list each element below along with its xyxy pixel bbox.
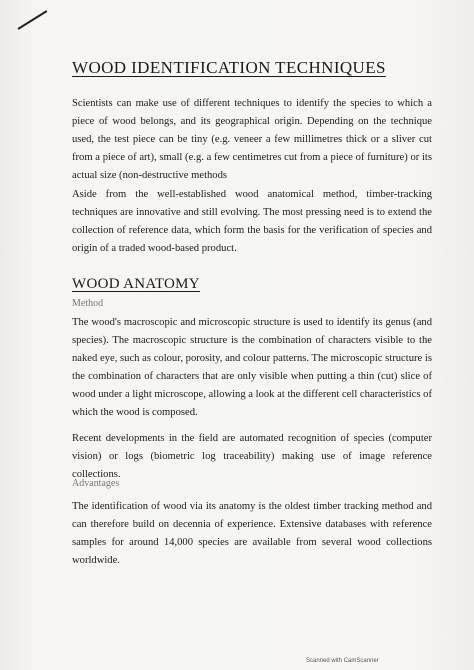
page-title: WOOD IDENTIFICATION TECHNIQUES [72, 58, 386, 77]
recent-developments-paragraph: Recent developments in the field are automated recognition of species (computer vision) or logs (biometric log traceability) making use of image reference collections. [72, 433, 432, 480]
pen-stroke-mark [17, 10, 47, 30]
advantages-label: Advantages [72, 478, 120, 489]
method-label: Method [72, 298, 104, 309]
intro-paragraph: Scientists can make use of different techniques to identify the species to which a piece of wood belongs, and its geographical origin. Depending on the technique used, the test piece can be tiny (e.g. veneer a few millimetres thick or a sliver cut from a piece of art), small (e.g. a few centimetres cut from a piece of furniture) or its actual size (non-destructive methods [72, 98, 432, 181]
section-heading-wood-anatomy: WOOD ANATOMY [72, 276, 200, 292]
scanner-watermark: Scanned with CamScanner [306, 658, 379, 664]
method-paragraph: The wood's macroscopic and microscopic structure is used to identify its genus (and species). The macroscopic structure is the combination of characters visible to the naked eye, such as colour, porosity, and colour patterns. The microscopic structure is the combination of characters that are only visible when putting a thin (cut) slice of wood under a light microscope, allowing a look at the different cell characteristics of which the wood is composed. [72, 317, 432, 418]
timber-tracking-paragraph: Aside from the well-established wood anatomical method, timber-tracking techniques are innovative and still evolving. The most pressing need is to extend the collection of reference data, which form the basis for the verification of species and origin of a traded wood-based product. [72, 189, 432, 254]
advantages-paragraph: The identification of wood via its anatomy is the oldest timber tracking method and can therefore build on decennia of experience. Extensive databases with reference samples for around 14,000 species are available from several wood collections worldwide. [72, 501, 432, 566]
